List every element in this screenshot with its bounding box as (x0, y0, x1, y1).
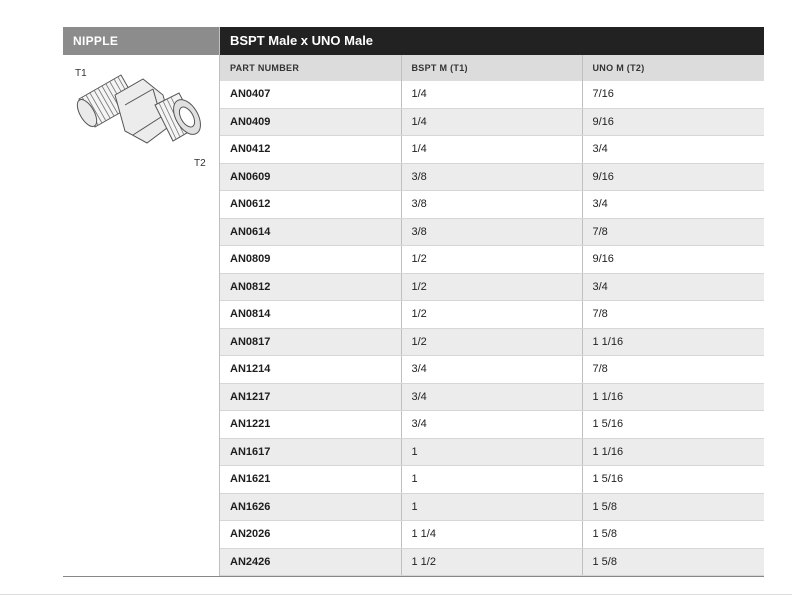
part-number-cell: AN0809 (220, 246, 401, 274)
bspt-size-cell: 3/8 (401, 163, 582, 191)
table-row (220, 301, 764, 329)
part-number-cell: AN1626 (220, 493, 401, 521)
part-number-cell: AN1221 (220, 411, 401, 439)
uno-size-cell: 1 1/16 (582, 328, 764, 356)
part-number-cell: AN2426 (220, 548, 401, 576)
uno-size-cell: 9/16 (582, 246, 764, 274)
spec-table (220, 55, 764, 576)
part-number-cell: AN1617 (220, 438, 401, 466)
part-number-cell: AN0407 (220, 81, 401, 108)
table-header-row (220, 55, 764, 81)
bspt-size-cell: 1 (401, 466, 582, 494)
table-row (220, 548, 764, 576)
part-number-cell: AN0609 (220, 163, 401, 191)
table-row (220, 493, 764, 521)
uno-size-cell: 1 1/16 (582, 438, 764, 466)
table-row (220, 273, 764, 301)
bspt-size-cell: 3/4 (401, 356, 582, 384)
part-number-cell: AN2026 (220, 521, 401, 549)
table-row (220, 191, 764, 219)
table-row (220, 438, 764, 466)
bspt-size-cell: 1/4 (401, 136, 582, 164)
table-row (220, 246, 764, 274)
uno-size-cell: 1 5/8 (582, 521, 764, 549)
label-t2: T2 (194, 158, 206, 169)
uno-size-cell: 9/16 (582, 163, 764, 191)
uno-size-cell: 1 1/16 (582, 383, 764, 411)
bspt-size-cell: 3/8 (401, 191, 582, 219)
bspt-size-cell: 1 (401, 493, 582, 521)
spec-table-column (220, 27, 764, 576)
table-row (220, 521, 764, 549)
table-row (220, 108, 764, 136)
uno-size-cell: 7/8 (582, 356, 764, 384)
part-number-cell: AN0812 (220, 273, 401, 301)
bspt-size-cell: 1/2 (401, 301, 582, 329)
uno-size-cell: 1 5/16 (582, 466, 764, 494)
header-uno-m-t2: UNO M (T2) (582, 55, 764, 81)
table-row (220, 383, 764, 411)
table-bottom-rule (63, 576, 764, 577)
product-column (63, 27, 220, 576)
uno-size-cell: 3/4 (582, 273, 764, 301)
part-number-cell: AN1621 (220, 466, 401, 494)
uno-size-cell: 1 5/8 (582, 493, 764, 521)
uno-size-cell: 7/16 (582, 81, 764, 108)
table-row (220, 163, 764, 191)
uno-size-cell: 1 5/16 (582, 411, 764, 439)
page-footer-rule (0, 594, 792, 595)
bspt-size-cell: 3/4 (401, 411, 582, 439)
table-row (220, 328, 764, 356)
part-number-cell: AN1217 (220, 383, 401, 411)
part-number-cell: AN1214 (220, 356, 401, 384)
part-number-cell: AN0612 (220, 191, 401, 219)
bspt-size-cell: 1/2 (401, 273, 582, 301)
table-row (220, 81, 764, 108)
table-row (220, 411, 764, 439)
uno-size-cell: 9/16 (582, 108, 764, 136)
part-number-cell: AN0614 (220, 218, 401, 246)
bspt-size-cell: 1 (401, 438, 582, 466)
table-row (220, 466, 764, 494)
table-title: BSPT Male x UNO Male (220, 27, 764, 55)
table-row (220, 218, 764, 246)
uno-size-cell: 3/4 (582, 191, 764, 219)
section-label: NIPPLE (63, 27, 219, 55)
table-row (220, 356, 764, 384)
part-number-cell: AN0817 (220, 328, 401, 356)
bspt-size-cell: 1/4 (401, 81, 582, 108)
label-t1: T1 (75, 68, 87, 79)
table-row (220, 136, 764, 164)
bspt-size-cell: 3/4 (401, 383, 582, 411)
uno-size-cell: 3/4 (582, 136, 764, 164)
bspt-size-cell: 3/8 (401, 218, 582, 246)
uno-size-cell: 7/8 (582, 218, 764, 246)
bspt-size-cell: 1/2 (401, 328, 582, 356)
bspt-size-cell: 1 1/4 (401, 521, 582, 549)
uno-size-cell: 7/8 (582, 301, 764, 329)
bspt-size-cell: 1/4 (401, 108, 582, 136)
bspt-size-cell: 1 1/2 (401, 548, 582, 576)
uno-size-cell: 1 5/8 (582, 548, 764, 576)
part-number-cell: AN0412 (220, 136, 401, 164)
part-number-cell: AN0409 (220, 108, 401, 136)
fitting-figure (63, 55, 219, 195)
header-part-number: PART NUMBER (220, 55, 401, 81)
part-number-cell: AN0814 (220, 301, 401, 329)
bspt-size-cell: 1/2 (401, 246, 582, 274)
header-bspt-m-t1: BSPT M (T1) (401, 55, 582, 81)
